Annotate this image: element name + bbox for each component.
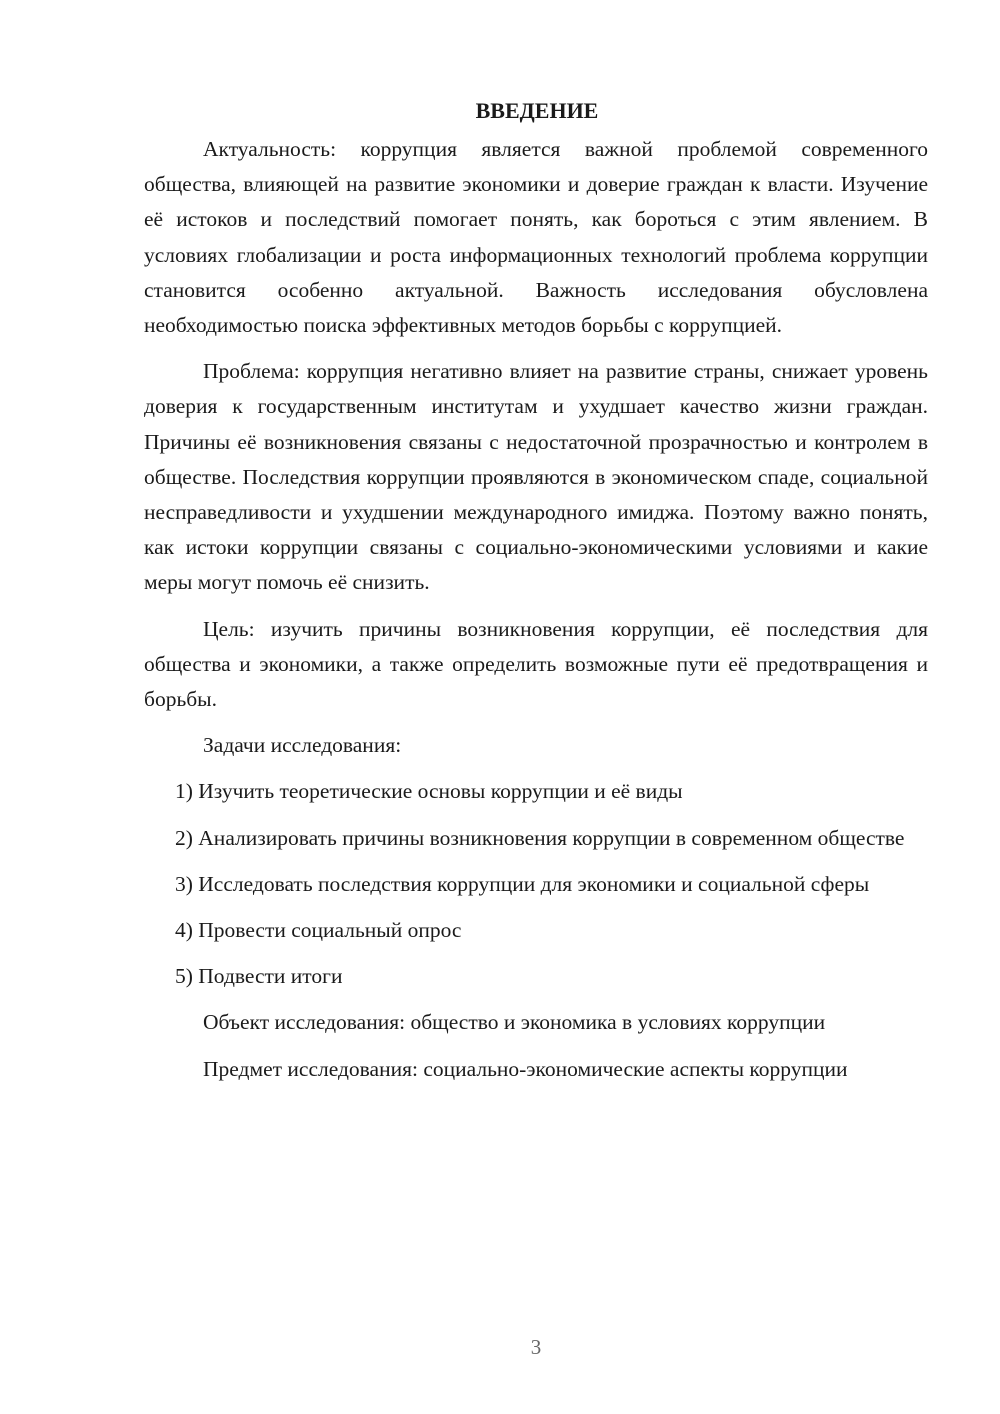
- object-paragraph: Объект исследования: общество и экономика в условиях коррупции: [203, 1010, 826, 1035]
- relevance-paragraph: Актуальность: коррупция является важной проблемой современного общества, влияющей на развитие экономики и доверие граждан к власти. Изучение её истоков и последствий помогает понять, как бороться с этим явлением. В условиях глобализации и роста информационных технологий проблема коррупции становится особенно актуальной. Важность исследования обусловлена необходимостью поиска эффективных методов борьбы с коррупцией.: [144, 137, 928, 338]
- tasks-heading: Задачи исследования:: [203, 733, 402, 758]
- section-title: ВВЕДЕНИЕ: [475, 98, 599, 123]
- document-page: [144, 96, 928, 1098]
- task-item-3: 3) Исследовать последствия коррупции для экономики и социальной сферы: [175, 871, 870, 896]
- page-number: 3: [530, 1335, 542, 1359]
- problem-paragraph: Проблема: коррупция негативно влияет на развитие страны, снижает уровень доверия к государственным институтам и ухудшает качество жизни граждан. Причины её возникновения связаны с недостаточной прозрачностью и контролем в обществе. Последствия коррупции проявляются в экономическом спаде, социальной несправедливости и ухудшении международного имиджа. Поэтому важно понять, как истоки коррупции связаны с социально-экономическими условиями и какие меры могут помочь её снизить.: [144, 359, 928, 595]
- task-item-4: 4) Провести социальный опрос: [175, 918, 462, 943]
- task-item-5: 5) Подвести итоги: [175, 964, 343, 989]
- subject-paragraph: Предмет исследования: социально-экономические аспекты коррупции: [203, 1056, 848, 1081]
- task-item-1: 1) Изучить теоретические основы коррупции и её виды: [175, 779, 683, 804]
- goal-paragraph: Цель: изучить причины возникновения коррупции, её последствия для общества и экономики, а также определить возможные пути её предотвращения и борьбы.: [144, 616, 928, 712]
- task-item-2: 2) Анализировать причины возникновения коррупции в современном обществе: [175, 825, 905, 850]
